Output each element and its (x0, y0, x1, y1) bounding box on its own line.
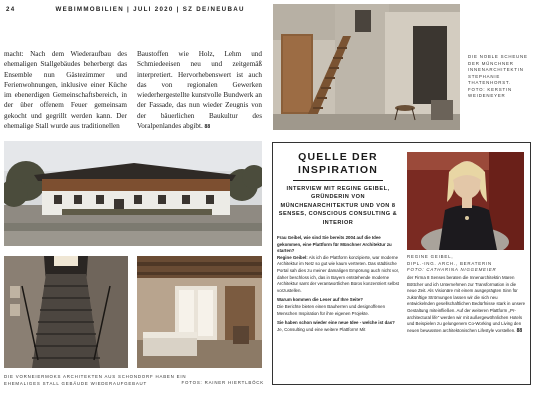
end-mark: 88 (204, 124, 211, 131)
interview-column-left (277, 235, 401, 333)
staircase-photo (4, 256, 128, 368)
caption-top-right: DIE NOBLE SCHEUNE DER MÜNCHNER INNENARCHITEKTIN STEPHANIE THATENHORST. FOTO: KERSTIN WEIDENEYER (468, 54, 528, 98)
body-column-left: macht: Nach dem Wiederaufbau des ehemaligen Stallgebäudes beherbergt das Ensemble nun Gästezimmer und Ferienwohnungen, inklusive einer Küche im ebenerdigen Gemeinschaftsbereich, in der über offenem Feuer gemeinsam gekocht und gegrillt werden kann. Der ehemalige Stall wurde aus traditionellen (4, 50, 127, 131)
interview-column-right (407, 275, 526, 334)
portrait-photo (407, 152, 524, 250)
portrait-title: DIPL.-ING. ARCH., BERATERIN (407, 260, 492, 266)
answer-2: Die Berichte bieten einen Bauherren und designoffenen Menschen Inspiration für ihre eigenen Projekte. (277, 303, 386, 316)
page-header (6, 6, 245, 13)
barn-interior-photo (273, 4, 460, 130)
section-title: WEBIMMOBILIEN | JULI 2020 | SZ DE/NEUBAU (55, 6, 245, 13)
title-divider (293, 180, 383, 181)
box-end-mark: 88 (516, 327, 523, 334)
box-title-line2: INSPIRATION (297, 164, 379, 176)
box-title-line1: QUELLE DER (298, 151, 378, 163)
question-1: Frau Geibel, wie sind Sie bereits 2004 auf die Idee gekommen, eine Plattform für Münchner Architektur zu starten? (277, 235, 392, 254)
portrait-name: REGINE GEIBEL, (407, 254, 454, 259)
interview-box (272, 142, 531, 385)
portrait-caption (407, 254, 524, 274)
body-column-right (137, 49, 262, 132)
answer-3: Je, Consulting und eine weitere Plattform! Mit (277, 326, 366, 332)
caption-bottom-left: DIE VORNEIERMOKS ARCHITEKTEN AUS SCHONDORF HABEN EIN EHEMALIGES STALL GEBÄUDE WIEDERAUFGEBAUT (4, 374, 187, 386)
answer-3-continued: der Firma 8 Senses beraten die Innenarchitektin Maren Böttcher und ich Unternehmen zur Transformation in die neue Zeit. Als Visionäre mit einem ausgeprägten Sinn für zukünftige Strömungen lassen wir die sich neu entwickelnden gesellschaftlichen Bedürfnisse stark in unsere Gestaltung miteinfließen. Auf der weiteren Plattform „Pr-architectural life" werden wir mit außergewöhnlichen Hotels und Beispielen zu gelungenem Co-Working und Living den neuen bewussten architektonischen Lifestyle vorstellen. (407, 275, 526, 333)
answer-1: Als ich die Plattform konzipierte, war moderne Architektur im Netz so gut wie kaum vertreten. Das städtische Portal sah dies zu meiner damaligen Empörung auch nicht vor, daher beschloss ich, das in Bayern entstehende moderne Architektur samt der verantwortlichen Büros konzentriert selbst vorzustellen. (277, 254, 400, 293)
answer-1-speaker: Regine Geibel: (277, 254, 308, 260)
box-title (273, 151, 403, 177)
caption-bottom-credit: FOTOS: RAINER HIERTLBÖCK (181, 380, 264, 385)
farmhouse-photo (4, 141, 262, 246)
question-2: Warum kommen die Leser auf Ihre Seite? (277, 297, 363, 303)
box-subtitle: INTERVIEW MIT REGINE GEIBEL, GRÜNDERIN VON MÜNCHENARCHITEKTUR UND VON 8 SENSES, CONSCIOUS CONSULTING & INTERIOR (278, 186, 398, 226)
bedroom-photo (137, 256, 262, 368)
question-3: Sie haben schon wieder eine neue Idee - welche ist das? (277, 320, 395, 326)
page-number: 24 (6, 6, 16, 13)
portrait-credit: FOTO: CATHARINA NIGGEMEIER (407, 267, 497, 272)
body-column-right-text: Baustoffen wie Holz, Lehm und Schmiedeeisen neu und zeitgemäß interpretiert. Hervorhebenswert ist auch das von regionalen Gewerken wiederhergestellte kunstvolle Bundwerk an der Fassade, das nun wieder Zeugnis von der bäuerlichen Baukultur des Voralpenlandes abgibt. (137, 50, 262, 131)
